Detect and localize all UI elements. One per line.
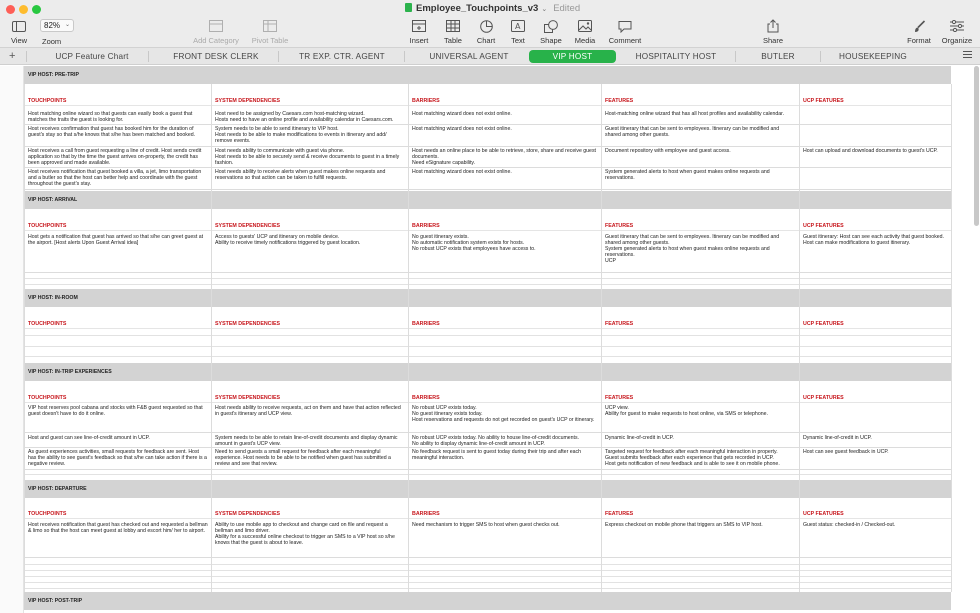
tab-universal-agent[interactable]: UNIVERSAL AGENT xyxy=(429,52,509,61)
touchpoint-cell[interactable]: Host and guest can see line-of-credit amount in UCP. xyxy=(28,435,150,441)
feature-cell[interactable]: Guest itinerary that can be sent to employees. Itinerary can be modified and shared among other guests. System generated alerts to host when guest makes online requests and reservations. UCP xyxy=(605,234,780,264)
empty-row[interactable] xyxy=(24,274,951,279)
features-header[interactable]: FEATURES xyxy=(605,98,634,104)
table-row xyxy=(24,521,951,558)
tab-divider xyxy=(820,51,821,62)
pivot-table-icon xyxy=(247,19,293,33)
comment-icon xyxy=(602,19,648,33)
document-name: Employee_Touchpoints_v3 xyxy=(416,3,539,14)
share-label: Share xyxy=(762,36,783,45)
barriers-header[interactable]: BARRIERS xyxy=(412,511,440,517)
chevron-down-icon: ⌄ xyxy=(541,6,548,13)
ucp-features-header[interactable]: UCP FEATURES xyxy=(803,223,844,229)
minimize-window-button[interactable] xyxy=(19,5,28,14)
touchpoints-header[interactable]: TOUCHPOINTS xyxy=(28,511,67,517)
touchpoints-header[interactable]: TOUCHPOINTS xyxy=(28,395,67,401)
empty-row[interactable] xyxy=(24,560,951,565)
svg-text:A: A xyxy=(515,22,521,31)
vertical-scrollbar[interactable] xyxy=(974,66,979,226)
empty-row[interactable] xyxy=(24,331,951,336)
section-title[interactable]: VIP HOST: ARRIVAL xyxy=(24,191,951,209)
add-category-label: Add Category xyxy=(193,36,239,45)
feature-cell[interactable]: UCP view. Ability for guest to make requests to host online, via SMS or telephone. xyxy=(605,405,768,417)
ucp-features-header[interactable]: UCP FEATURES xyxy=(803,395,844,401)
system-dependency-cell[interactable]: Ability to use mobile app to checkout and change card on file and request a bellman and limo driver. Ability for a successful online checkout to trigger an SMS to a VIP host so s/he knows that the guest is about to leave. xyxy=(215,522,395,546)
ucp-feature-cell[interactable] xyxy=(799,125,951,146)
ucp-feature-cell[interactable] xyxy=(799,110,951,124)
text-label: Text xyxy=(511,36,525,45)
features-header[interactable]: FEATURES xyxy=(605,511,634,517)
column-gridline xyxy=(601,84,602,592)
barrier-cell[interactable]: Need mechanism to trigger SMS to host when guest checks out. xyxy=(412,522,560,528)
comment-label: Comment xyxy=(608,36,642,45)
add-category-icon xyxy=(193,19,239,33)
feature-cell[interactable]: Targeted request for feedback after each meaningful interaction in property. Guest submits feedback after each experience that gets recorded in UCP. Host gets notification of new feedback and is able to see it on mobile phone. xyxy=(605,449,780,467)
ucp-feature-cell[interactable] xyxy=(799,404,951,432)
column-header-row xyxy=(24,510,951,519)
barriers-header[interactable]: BARRIERS xyxy=(412,395,440,401)
close-window-button[interactable] xyxy=(6,5,15,14)
column-gridline xyxy=(211,84,212,592)
ucp-feature-cell[interactable]: Dynamic line-of-credit in UCP. xyxy=(803,435,872,441)
zoom-select[interactable] xyxy=(40,19,74,32)
view-button[interactable] xyxy=(0,19,42,45)
ucp-feature-cell[interactable]: Host can upload and download documents to guest's UCP. xyxy=(803,148,938,154)
empty-row[interactable] xyxy=(24,342,951,347)
ucp-feature-cell[interactable]: Guest itinerary: Host can see each activity that guest booked. Host can make modifications to guest itinerary. xyxy=(803,234,945,246)
tab-hospitality-host[interactable]: HOSPITALITY HOST xyxy=(635,52,717,61)
system-dependency-cell[interactable]: Access to guests' UCP and itinerary on mobile device. Ability to receive timely notifications triggered by guest location. xyxy=(215,234,361,246)
barrier-cell[interactable]: Host needs an online place to be able to retrieve, store, share and receive guest documents. Need eSignature capability. xyxy=(412,148,596,166)
column-header-row xyxy=(24,97,951,106)
section-title[interactable]: VIP HOST: IN-TRIP EXPERIENCES xyxy=(24,363,951,381)
touchpoints-header[interactable]: TOUCHPOINTS xyxy=(28,321,67,327)
column-gridline xyxy=(951,84,952,592)
tab-ucp-feature-chart[interactable]: UCP Feature Chart xyxy=(55,52,129,61)
barrier-cell[interactable]: Host matching wizard does not exist online. xyxy=(412,126,512,132)
add-category-button[interactable] xyxy=(193,19,239,45)
ucp-features-header[interactable]: UCP FEATURES xyxy=(803,511,844,517)
shape-label: Shape xyxy=(540,36,562,45)
organize-button[interactable] xyxy=(934,19,980,45)
touchpoint-cell[interactable]: Host matching online wizard so that guests can easily book a guest that matches the traits the guest is looking for. xyxy=(28,111,193,123)
tab-list-menu-icon[interactable] xyxy=(963,51,972,60)
ucp-feature-cell[interactable] xyxy=(799,168,951,189)
system-dependencies-header[interactable]: SYSTEM DEPENDENCIES xyxy=(215,98,281,104)
system-dependency-cell[interactable]: Need to send guests a small request for feedback after each meaningful experience. Host needs to be able to be notified when guest has submitted a review and see that review. xyxy=(215,449,391,467)
tab-vip-host[interactable]: VIP HOST xyxy=(529,50,616,63)
table-row xyxy=(24,448,951,470)
features-header[interactable]: FEATURES xyxy=(605,223,634,229)
window-title[interactable] xyxy=(405,3,580,14)
feature-cell[interactable]: Host-matching online wizard that has all host profiles and availability calendar. xyxy=(605,111,785,117)
table-row xyxy=(24,233,951,273)
system-dependencies-header[interactable]: SYSTEM DEPENDENCIES xyxy=(215,395,281,401)
touchpoints-header[interactable]: TOUCHPOINTS xyxy=(28,98,67,104)
system-dependencies-header[interactable]: SYSTEM DEPENDENCIES xyxy=(215,321,281,327)
tab-divider xyxy=(26,51,27,62)
barrier-cell[interactable]: No robust UCP exists today. No ability to house line-of-credit documents. No ability to display dynamic line-of-credit amount in UCP. xyxy=(412,435,580,447)
sheet-tab-bar xyxy=(0,48,980,65)
comment-button[interactable] xyxy=(602,19,648,45)
tab-divider xyxy=(735,51,736,62)
table-row xyxy=(24,110,951,125)
empty-row[interactable] xyxy=(24,578,951,583)
empty-row[interactable] xyxy=(24,566,951,571)
feature-cell[interactable]: Dynamic line-of-credit in UCP. xyxy=(605,435,674,441)
system-dependency-cell[interactable]: System needs to be able to retain line-of-credit documents and display dynamic amount in guest's UCP view. xyxy=(215,435,398,447)
column-gridline xyxy=(24,84,25,592)
column-gridline xyxy=(799,84,800,592)
empty-row[interactable] xyxy=(24,584,951,589)
section-title[interactable]: VIP HOST: POST-TRIP xyxy=(24,592,951,610)
touchpoint-cell[interactable]: Host receives notification that guest booked a villa, a jet, limo transportation and a butler so that the host can better help and coordinate with the guest throughout the guest's stay. xyxy=(28,169,202,187)
tab-housekeeping[interactable]: HOUSEKEEPING xyxy=(839,52,907,61)
empty-row[interactable] xyxy=(24,352,951,357)
ucp-feature-cell[interactable]: Guest status: checked-in / Checked-out. xyxy=(803,522,896,528)
ucp-feature-cell[interactable]: Host can see guest feedback in UCP. xyxy=(803,449,889,455)
tab-divider xyxy=(278,51,279,62)
insert-label: Insert xyxy=(409,36,429,45)
tab-butler[interactable]: BUTLER xyxy=(761,52,795,61)
add-sheet-icon[interactable]: + xyxy=(9,50,16,62)
ucp-features-header[interactable]: UCP FEATURES xyxy=(803,98,844,104)
chevron-down-icon: ⌄ xyxy=(64,22,70,28)
numbers-doc-icon xyxy=(405,3,412,12)
empty-row[interactable] xyxy=(24,572,951,577)
section-title[interactable]: VIP HOST: IN-ROOM xyxy=(24,289,951,307)
system-dependencies-header[interactable]: SYSTEM DEPENDENCIES xyxy=(215,223,281,229)
column-header-row xyxy=(24,222,951,231)
column-header-row xyxy=(24,394,951,403)
system-dependency-cell[interactable]: System needs to be able to send itinerary to VIP host. Host needs to be able to make modifications to events in itinerary and add/ remove events. xyxy=(215,126,387,144)
share-button[interactable] xyxy=(750,19,796,45)
zoom-label: Zoom xyxy=(42,37,62,46)
organize-label: Organize xyxy=(941,36,973,45)
view-label: View xyxy=(10,36,28,45)
table-row xyxy=(24,125,951,147)
feature-cell[interactable]: Document repository with employee and guest access. xyxy=(605,148,731,154)
tab-tr-exp-ctr-agent[interactable]: TR EXP. CTR. AGENT xyxy=(299,52,385,61)
table-row xyxy=(24,434,951,448)
toolbar xyxy=(0,0,980,48)
pivot-table-button[interactable] xyxy=(247,19,293,45)
empty-row[interactable] xyxy=(24,470,951,475)
feature-cell[interactable]: System generated alerts to host when guest makes online requests and reservations. xyxy=(605,169,770,181)
pivot-table-label: Pivot Table xyxy=(251,36,289,45)
system-dependency-cell[interactable]: Host needs ability to receive alerts when guest makes online requests and reservations so that action can be taken to fulfill requests. xyxy=(215,169,386,181)
sidebar-icon xyxy=(0,19,42,33)
tab-front-desk-clerk[interactable]: FRONT DESK CLERK xyxy=(173,52,259,61)
touchpoint-cell[interactable]: Host receives a call from guest requesting a line of credit. Host sends credit application so that by the time the guest arrives on-property, the credit has been approved and made available. xyxy=(28,148,202,166)
section-title[interactable]: VIP HOST: DEPARTURE xyxy=(24,480,951,498)
chart-label: Chart xyxy=(476,36,496,45)
touchpoint-cell[interactable]: Host gets a notification that guest has arrived so that s/he can greet guest at the airport. [Host alerts Upon Guest Arrival idea] xyxy=(28,234,204,246)
barriers-header[interactable]: BARRIERS xyxy=(412,98,440,104)
system-dependencies-header[interactable]: SYSTEM DEPENDENCIES xyxy=(215,511,281,517)
format-label: Format xyxy=(907,36,931,45)
system-dependency-cell[interactable]: Host needs ability to communicate with guest via phone. Host needs to be able to securely send & receive documents to guest in a timely fashion. xyxy=(215,148,400,166)
touchpoint-cell[interactable]: Host receives confirmation that guest has booked him for the duration of guest's stay so that s/he knows that s/he has been matched and booked. xyxy=(28,126,196,138)
barriers-header[interactable]: BARRIERS xyxy=(412,223,440,229)
section-title[interactable]: VIP HOST: PRE-TRIP xyxy=(24,66,951,84)
barrier-cell[interactable]: No guest itinerary exists. No automatic notification system exists for hosts. No robust UCP exists that employees have access to. xyxy=(412,234,536,252)
feature-cell[interactable]: Guest itinerary that can be sent to employees. Itinerary can be modified and shared among other guests. xyxy=(605,126,780,138)
table-row xyxy=(24,404,951,433)
zoom-window-button[interactable] xyxy=(32,5,41,14)
barrier-cell[interactable]: Host matching wizard does not exist online. xyxy=(412,169,512,175)
media-label: Media xyxy=(574,36,596,45)
table-row xyxy=(24,147,951,168)
touchpoint-cell[interactable]: As guest experiences activities, small requests for feedback are sent. Host has the ability to see guest's feedback so that s/he can take action if there is a negative review. xyxy=(28,449,207,467)
row-header-gutter xyxy=(0,66,24,613)
system-dependency-cell[interactable]: Host need to be assigned by Caesars.com host-matching wizard. Hosts need to have an online profile and availability calendar in Caesars.com. xyxy=(215,111,394,123)
barrier-cell[interactable]: No robust UCP exists today. No guest itinerary exists today. Host reservations and requests do not get recorded on guest's UCP or itinerary. xyxy=(412,405,595,423)
system-dependency-cell[interactable]: Host needs ability to receive requests, act on them and have that action reflected in guest's itinerary and UCP view. xyxy=(215,405,401,417)
organize-icon xyxy=(934,19,980,33)
table-label: Table xyxy=(444,36,462,45)
touchpoint-cell[interactable]: Host receives notification that guest has checked out and requested a bellman & limo so that the host can meet guest at lobby and escort him/ her to airport. xyxy=(28,522,208,534)
ucp-features-header[interactable]: UCP FEATURES xyxy=(803,321,844,327)
column-gridline xyxy=(408,84,409,592)
features-header[interactable]: FEATURES xyxy=(605,321,634,327)
touchpoints-header[interactable]: TOUCHPOINTS xyxy=(28,223,67,229)
share-icon xyxy=(750,19,796,33)
tab-divider xyxy=(148,51,149,62)
barrier-cell[interactable]: Host matching wizard does not exist online. xyxy=(412,111,512,117)
barrier-cell[interactable]: No feedback request is sent to guest today during their trip and after each meaningful interaction. xyxy=(412,449,581,461)
features-header[interactable]: FEATURES xyxy=(605,395,634,401)
tab-divider xyxy=(404,51,405,62)
barriers-header[interactable]: BARRIERS xyxy=(412,321,440,327)
empty-row[interactable] xyxy=(24,280,951,285)
feature-cell[interactable]: Express checkout on mobile phone that triggers an SMS to VIP host. xyxy=(605,522,763,528)
touchpoint-cell[interactable]: VIP host reserves pool cabana and stocks with F&B guest requested so that guest doesn't have to do it online. xyxy=(28,405,203,417)
zoom-value: 82% xyxy=(44,21,61,30)
table-row xyxy=(24,168,951,190)
edited-status: Edited xyxy=(553,3,581,14)
column-header-row xyxy=(24,320,951,329)
